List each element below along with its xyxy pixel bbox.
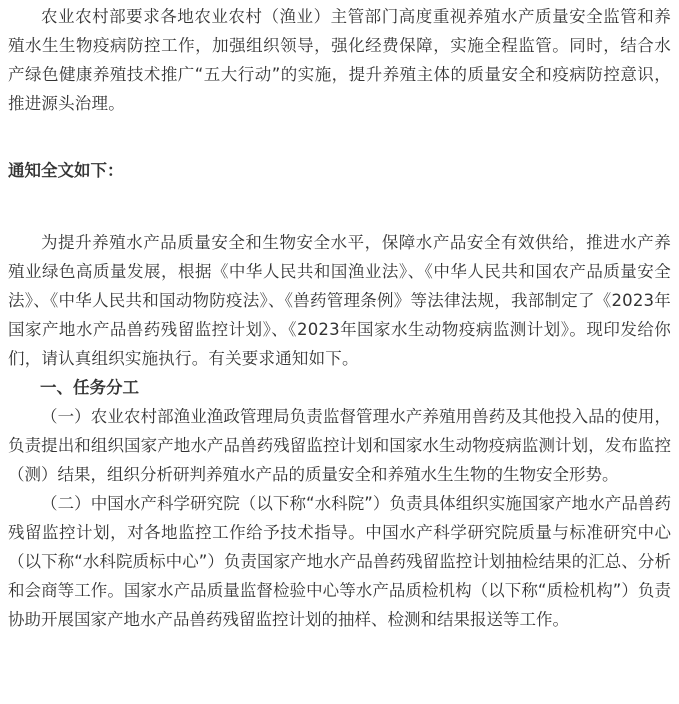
section-heading: 一、任务分工 xyxy=(40,378,139,397)
body-paragraph: 为提升养殖水产品质量安全和生物安全水平，保障水产品安全有效供给，推进水产养殖业绿色高质量发展，根据《中华人民共和国渔业法》、《中华人民共和国农产品质量安全法》、《中华人民共和国动物防疫法》、《兽药管理条例》等法律法规，我部制定了《2023年国家产地水产品兽药残留监控计划》、《2023年国家水生动物疫病监测计划》。现印发给你们，请认真组织实施执行。有关要求通知如下。 xyxy=(8,233,671,368)
task-item-2: （二）中国水产科学研究院（以下称“水科院”）负责具体组织实施国家产地水产品兽药残留监控计划，对各地监控工作给予技术指导。中国水产科学研究院质量与标准研究中心（以下称“水科院质标中心”）负责国家产地水产品兽药残留监控计划抽检结果的汇总、分析和会商等工作。国家水产品质量监督检验中心等水产品质检机构（以下称“质检机构”）负责协助开展国家产地水产品兽药残留监控计划的抽样、检测和结果报送等工作。 xyxy=(8,494,671,629)
article-body xyxy=(8,0,671,634)
task-item-1: （一）农业农村部渔业渔政管理局负责监督管理水产养殖用兽药及其他投入品的使用，负责提出和组织国家产地水产品兽药残留监控计划和国家水生动物疫病监测计划，发布监控（测）结果，组织分析研判养殖水产品的质量安全和养殖水生生物的生物安全形势。 xyxy=(8,407,671,484)
notice-heading: 通知全文如下： xyxy=(8,161,124,180)
intro-paragraph: 农业农村部要求各地农业农村（渔业）主管部门高度重视养殖水产质量安全监管和养殖水生生物疫病防控工作，加强组织领导，强化经费保障，实施全程监管。同时，结合水产绿色健康养殖技术推广“五大行动”的实施，提升养殖主体的质量安全和疫病防控意识，推进源头治理。 xyxy=(8,7,671,113)
